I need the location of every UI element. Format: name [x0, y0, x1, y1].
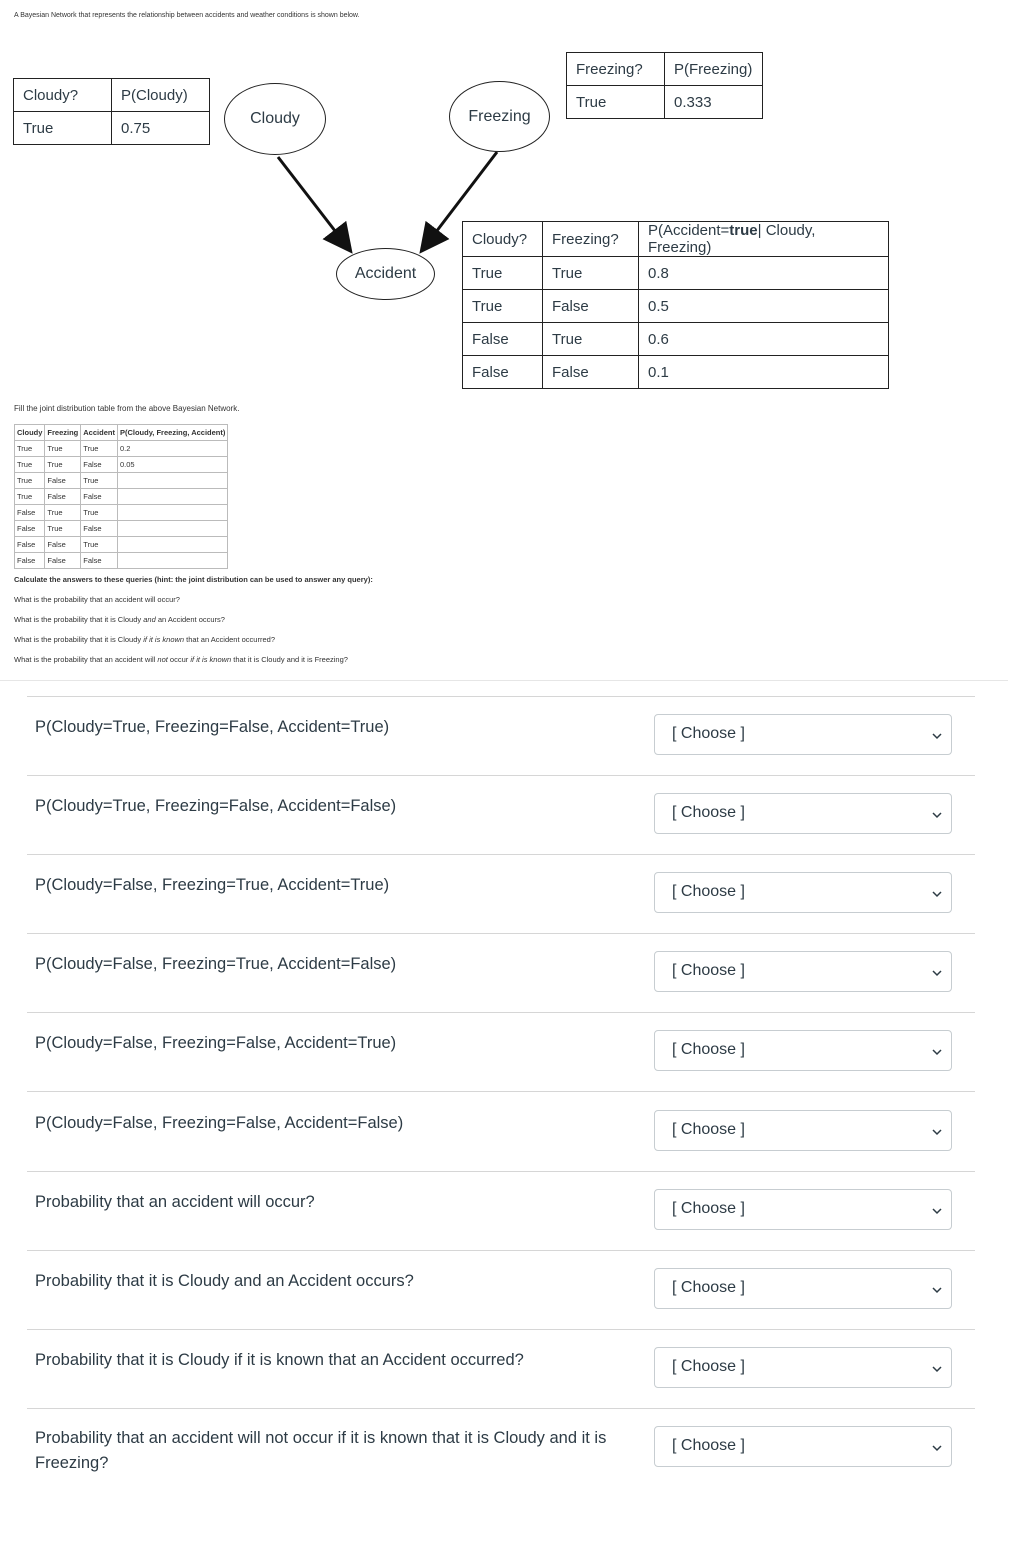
table-header: Freezing?: [567, 53, 665, 86]
query-part: occur: [167, 655, 191, 664]
answer-select[interactable]: [654, 1347, 952, 1388]
select-value: [ Choose ]: [672, 1041, 745, 1058]
table-cell: False: [45, 489, 81, 505]
answer-row: [27, 1091, 975, 1172]
table-row: [15, 521, 228, 537]
table-cell: False: [463, 323, 543, 356]
chevron-down-icon: [931, 1284, 943, 1296]
chevron-down-icon: [931, 888, 943, 900]
table-cell: [117, 521, 227, 537]
table-cell: [117, 473, 227, 489]
answer-select[interactable]: [654, 1426, 952, 1467]
table-cell: [117, 537, 227, 553]
query-4: [14, 655, 348, 664]
answer-row: [27, 1408, 975, 1489]
query-part: What is the probability that an accident will: [14, 655, 158, 664]
table-cell: False: [543, 356, 639, 389]
table-cell: False: [15, 521, 45, 537]
table-cell: True: [463, 257, 543, 290]
answer-select[interactable]: [654, 1110, 952, 1151]
table-cell: True: [15, 441, 45, 457]
table-row: [15, 457, 228, 473]
table-cell: True: [81, 537, 118, 553]
select-value: [ Choose ]: [672, 1358, 745, 1375]
table-cell: False: [81, 553, 118, 569]
answer-row-label: P(Cloudy=True, Freezing=False, Accident=False): [35, 797, 397, 815]
table-header: Cloudy?: [14, 79, 112, 112]
chevron-down-icon: [931, 967, 943, 979]
table-cell: 0.05: [117, 457, 227, 473]
calc-heading: Calculate the answers to these queries (hint: the joint distribution can be used to answer any query):: [14, 575, 373, 584]
node-label: Cloudy: [250, 110, 300, 127]
table-header: Accident: [81, 425, 118, 441]
chevron-down-icon: [931, 1205, 943, 1217]
answer-select[interactable]: [654, 951, 952, 992]
query-part: that an Accident occurred?: [184, 635, 275, 644]
table-cell: True: [463, 290, 543, 323]
chevron-down-icon: [931, 1363, 943, 1375]
table-header: Cloudy: [15, 425, 45, 441]
answer-row-label: P(Cloudy=True, Freezing=False, Accident=True): [35, 718, 390, 736]
answer-row: [27, 696, 975, 776]
edge-cloudy-accident: [278, 157, 349, 249]
query-part: if it is known: [190, 655, 232, 664]
table-cell: True: [81, 441, 118, 457]
table-header: P(Cloudy): [112, 79, 210, 112]
table-header: Freezing?: [543, 222, 639, 257]
query-2: [14, 615, 225, 624]
header-part: true: [729, 222, 758, 239]
answer-row-label: Probability that it is Cloudy and an Accident occurs?: [35, 1272, 414, 1290]
table-cell: [117, 489, 227, 505]
node-label: Accident: [354, 265, 417, 282]
table-row: [15, 553, 228, 569]
image-bottom-divider: [0, 680, 1008, 681]
table-cell: 0.2: [117, 441, 227, 457]
select-value: [ Choose ]: [672, 883, 745, 900]
table-cell: False: [45, 473, 81, 489]
table-cell: False: [543, 290, 639, 323]
select-value: [ Choose ]: [672, 1200, 745, 1217]
table-cell: True: [45, 505, 81, 521]
chevron-down-icon: [931, 1046, 943, 1058]
table-cell: 0.8: [639, 257, 889, 290]
answer-row: [27, 1250, 975, 1330]
table-cell: 0.333: [665, 86, 763, 119]
answer-select[interactable]: [654, 1189, 952, 1230]
freezing-node: [449, 81, 550, 152]
intro-text: A Bayesian Network that represents the relationship between accidents and weather conditions is shown below.: [14, 12, 360, 19]
table-row: [15, 489, 228, 505]
table-cell: False: [81, 489, 118, 505]
table-cell: 0.6: [639, 323, 889, 356]
select-value: [ Choose ]: [672, 725, 745, 742]
query-part: not: [157, 655, 168, 664]
query-part: an Accident occurs?: [155, 615, 225, 624]
query-part: if it is known: [143, 635, 185, 644]
table-cell: True: [81, 473, 118, 489]
table-row: [15, 537, 228, 553]
table-cell: True: [45, 457, 81, 473]
chevron-down-icon: [931, 1442, 943, 1454]
query-part: What is the probability that it is Cloudy: [14, 615, 144, 624]
answer-row: [27, 1012, 975, 1092]
answer-row: [27, 1329, 975, 1409]
answer-select[interactable]: [654, 793, 952, 834]
table-cell: False: [45, 537, 81, 553]
answer-row-label: P(Cloudy=False, Freezing=False, Accident=False): [35, 1114, 404, 1132]
accident-cpt-table: [462, 221, 889, 389]
answer-row-label: P(Cloudy=False, Freezing=True, Accident=False): [35, 955, 397, 973]
table-cell: 0.75: [112, 112, 210, 145]
chevron-down-icon: [931, 1126, 943, 1138]
table-header: Cloudy?: [463, 222, 543, 257]
table-row: [15, 473, 228, 489]
table-cell: True: [15, 473, 45, 489]
select-value: [ Choose ]: [672, 1437, 745, 1454]
table-cell: True: [45, 521, 81, 537]
answer-row-label: P(Cloudy=False, Freezing=False, Accident=True): [35, 1034, 397, 1052]
answer-row: [27, 933, 975, 1013]
chevron-down-icon: [931, 809, 943, 821]
header-part: | Cloudy, Freezing): [648, 222, 816, 256]
answer-row-label: Probability that an accident will occur?: [35, 1193, 315, 1211]
table-cell: True: [543, 323, 639, 356]
answer-select[interactable]: [654, 1030, 952, 1071]
cloudy-node: [224, 83, 326, 155]
fill-caption: Fill the joint distribution table from the above Bayesian Network.: [14, 404, 240, 413]
answer-select[interactable]: [654, 714, 952, 755]
answer-row-label: Probability that an accident will not occur if it is known that it is Cloudy and it is Freezing?: [35, 1429, 607, 1472]
query-part: that it is Cloudy and it is Freezing?: [231, 655, 348, 664]
table-header: [639, 222, 889, 257]
answer-row-label: P(Cloudy=False, Freezing=True, Accident=True): [35, 876, 390, 894]
table-header: P(Freezing): [665, 53, 763, 86]
table-cell: [117, 553, 227, 569]
table-cell: [117, 505, 227, 521]
answer-row-label: Probability that it is Cloudy if it is known that an Accident occurred?: [35, 1351, 524, 1369]
accident-node: [336, 248, 435, 300]
select-value: [ Choose ]: [672, 1279, 745, 1296]
answer-select[interactable]: [654, 1268, 952, 1309]
table-cell: False: [15, 505, 45, 521]
table-cell: False: [81, 457, 118, 473]
table-cell: False: [15, 553, 45, 569]
query-3: [14, 635, 275, 644]
node-label: Freezing: [468, 107, 531, 125]
query-part: What is the probability that it is Cloudy: [14, 635, 144, 644]
table-row: [15, 505, 228, 521]
table-cell: False: [81, 521, 118, 537]
select-value: [ Choose ]: [672, 962, 745, 979]
table-header: P(Cloudy, Freezing, Accident): [117, 425, 227, 441]
query-part: and: [143, 615, 156, 624]
select-value: [ Choose ]: [672, 1121, 745, 1138]
answer-row: [27, 1171, 975, 1251]
table-row: [15, 441, 228, 457]
answer-row: [27, 775, 975, 855]
table-cell: True: [81, 505, 118, 521]
table-cell: True: [15, 457, 45, 473]
answer-row: [27, 854, 975, 934]
table-cell: True: [15, 489, 45, 505]
table-cell: 0.1: [639, 356, 889, 389]
joint-distribution-table: [14, 424, 228, 569]
answer-select[interactable]: [654, 872, 952, 913]
chevron-down-icon: [931, 730, 943, 742]
query-1: What is the probability that an accident will occur?: [14, 595, 180, 604]
select-value: [ Choose ]: [672, 804, 745, 821]
table-cell: False: [15, 537, 45, 553]
table-cell: False: [463, 356, 543, 389]
table-cell: True: [14, 112, 112, 145]
table-cell: False: [45, 553, 81, 569]
table-header: Freezing: [45, 425, 81, 441]
table-cell: 0.5: [639, 290, 889, 323]
header-part: P(Accident=: [648, 222, 730, 239]
table-cell: True: [567, 86, 665, 119]
table-cell: True: [543, 257, 639, 290]
table-cell: True: [45, 441, 81, 457]
